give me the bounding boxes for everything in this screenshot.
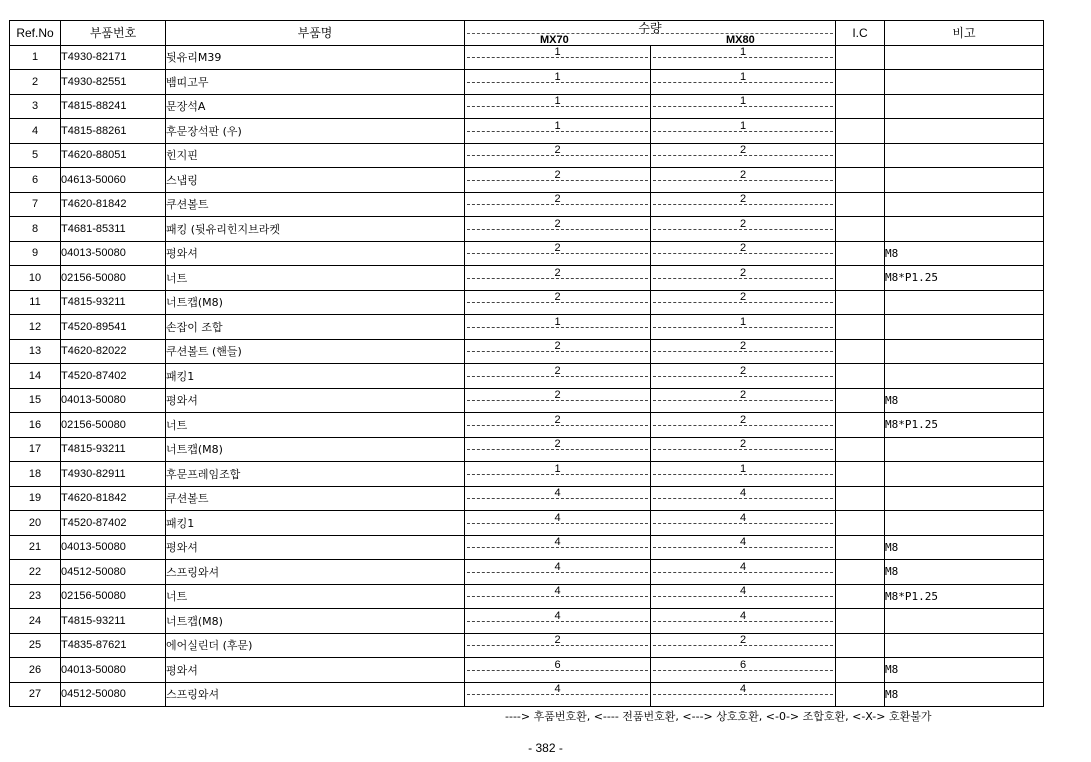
cell-part-name: 스냅링 <box>166 168 465 193</box>
cell-ic <box>836 437 885 462</box>
cell-part-number: 04013-50080 <box>61 535 166 560</box>
cell-ic <box>836 217 885 242</box>
qty-value: 1 <box>554 46 561 59</box>
cell-part-name: 패킹 (뒷유리힌지브라켓 <box>166 217 465 242</box>
qty-value: 2 <box>554 242 561 255</box>
table-row <box>10 192 1044 217</box>
cell-qty-mx80 <box>651 119 836 144</box>
cell-part-number: T4835-87621 <box>61 633 166 658</box>
cell-ref-no: 12 <box>10 315 61 340</box>
cell-qty-mx80 <box>651 462 836 487</box>
cell-ref-no: 25 <box>10 633 61 658</box>
qty-value: 1 <box>554 119 561 132</box>
table-row <box>10 437 1044 462</box>
cell-part-number: T4520-87402 <box>61 511 166 536</box>
cell-ic <box>836 339 885 364</box>
cell-ic <box>836 94 885 119</box>
cell-qty-mx80 <box>651 192 836 217</box>
qty-value: 4 <box>739 609 747 622</box>
cell-remark <box>885 143 1044 168</box>
cell-remark <box>885 511 1044 536</box>
cell-qty-mx80 <box>651 511 836 536</box>
table-row <box>10 143 1044 168</box>
cell-ref-no: 15 <box>10 388 61 413</box>
cell-qty-mx80 <box>651 143 836 168</box>
qty-value: 4 <box>739 511 747 524</box>
cell-part-name: 뱀띠고무 <box>166 70 465 95</box>
cell-remark <box>885 462 1044 487</box>
table-row <box>10 45 1044 70</box>
cell-part-number: T4620-88051 <box>61 143 166 168</box>
qty-value: 2 <box>739 634 747 647</box>
cell-ref-no: 14 <box>10 364 61 389</box>
qty-value: 2 <box>739 413 747 426</box>
table-row <box>10 266 1044 291</box>
qty-value: 1 <box>739 315 747 328</box>
cell-part-number: T4930-82171 <box>61 45 166 70</box>
cell-remark: M8*P1.25 <box>885 413 1044 438</box>
qty-value: 4 <box>554 585 561 598</box>
header-remarks: 비고 <box>885 21 1044 46</box>
header-ref-no: Ref.No <box>10 21 61 46</box>
cell-part-number: 04512-50080 <box>61 560 166 585</box>
cell-qty-mx70 <box>465 143 651 168</box>
cell-ic <box>836 315 885 340</box>
cell-remark: M8 <box>885 560 1044 585</box>
cell-qty-mx70 <box>465 560 651 585</box>
qty-value: 2 <box>739 340 747 353</box>
cell-ic <box>836 511 885 536</box>
table-row <box>10 658 1044 683</box>
table-body <box>10 45 1044 707</box>
cell-ref-no: 27 <box>10 682 61 707</box>
qty-value: 4 <box>739 487 747 500</box>
cell-remark: M8 <box>885 682 1044 707</box>
table-row <box>10 315 1044 340</box>
cell-ic <box>836 609 885 634</box>
table-row <box>10 290 1044 315</box>
cell-qty-mx70 <box>465 682 651 707</box>
cell-qty-mx80 <box>651 486 836 511</box>
cell-remark <box>885 217 1044 242</box>
cell-part-name: 스프링와셔 <box>166 560 465 585</box>
cell-qty-mx70 <box>465 486 651 511</box>
cell-ic <box>836 486 885 511</box>
cell-ic <box>836 168 885 193</box>
cell-qty-mx70 <box>465 266 651 291</box>
cell-part-name: 너트 <box>166 413 465 438</box>
cell-qty-mx80 <box>651 609 836 634</box>
qty-value: 2 <box>554 438 561 451</box>
qty-value: 2 <box>739 217 747 230</box>
cell-qty-mx80 <box>651 45 836 70</box>
cell-qty-mx80 <box>651 437 836 462</box>
qty-value: 2 <box>554 266 561 279</box>
cell-qty-mx80 <box>651 535 836 560</box>
qty-value: 1 <box>554 70 561 83</box>
cell-part-name: 후문장석판 (우) <box>166 119 465 144</box>
qty-value: 2 <box>554 291 561 304</box>
cell-qty-mx80 <box>651 682 836 707</box>
qty-value: 6 <box>554 658 561 671</box>
cell-qty-mx80 <box>651 70 836 95</box>
cell-ref-no: 13 <box>10 339 61 364</box>
cell-qty-mx70 <box>465 511 651 536</box>
cell-remark <box>885 290 1044 315</box>
table-row <box>10 94 1044 119</box>
cell-part-number: T4815-88241 <box>61 94 166 119</box>
cell-ic <box>836 45 885 70</box>
table-row <box>10 119 1044 144</box>
qty-value: 6 <box>739 658 747 671</box>
qty-value: 1 <box>739 462 747 475</box>
cell-ic <box>836 364 885 389</box>
cell-ref-no: 1 <box>10 45 61 70</box>
qty-value: 1 <box>739 119 747 132</box>
cell-part-name: 너트 <box>166 266 465 291</box>
cell-qty-mx70 <box>465 462 651 487</box>
cell-ic <box>836 241 885 266</box>
cell-part-name: 패킹1 <box>166 364 465 389</box>
cell-qty-mx80 <box>651 584 836 609</box>
qty-value: 2 <box>554 193 561 206</box>
cell-part-number: T4815-88261 <box>61 119 166 144</box>
table-row <box>10 511 1044 536</box>
qty-value: 2 <box>554 340 561 353</box>
qty-value: 4 <box>554 536 561 549</box>
cell-qty-mx70 <box>465 70 651 95</box>
cell-qty-mx80 <box>651 560 836 585</box>
cell-remark: M8 <box>885 388 1044 413</box>
table-row <box>10 486 1044 511</box>
cell-ic <box>836 584 885 609</box>
cell-part-name: 손잡이 조합 <box>166 315 465 340</box>
qty-value: 2 <box>554 217 561 230</box>
cell-part-number: 04613-50060 <box>61 168 166 193</box>
cell-ref-no: 19 <box>10 486 61 511</box>
cell-qty-mx70 <box>465 584 651 609</box>
qty-value: 4 <box>739 536 747 549</box>
cell-ic <box>836 658 885 683</box>
cell-qty-mx70 <box>465 315 651 340</box>
cell-ref-no: 6 <box>10 168 61 193</box>
cell-qty-mx80 <box>651 413 836 438</box>
cell-qty-mx70 <box>465 119 651 144</box>
cell-qty-mx70 <box>465 217 651 242</box>
qty-value: 1 <box>739 95 747 108</box>
cell-part-name: 너트캡(M8) <box>166 609 465 634</box>
table-header-row <box>10 21 1044 46</box>
cell-part-number: T4520-87402 <box>61 364 166 389</box>
interchange-legend: ----> 후품번호환, <---- 전품번호환, <---> 상호호환, <-0-> 조합호환, <-X-> 호환불가 <box>505 710 932 723</box>
quantity-divider <box>467 33 833 34</box>
cell-qty-mx80 <box>651 168 836 193</box>
cell-part-number: T4681-85311 <box>61 217 166 242</box>
cell-ic <box>836 633 885 658</box>
cell-ref-no: 26 <box>10 658 61 683</box>
cell-part-number: 04013-50080 <box>61 388 166 413</box>
table-row <box>10 388 1044 413</box>
qty-value: 2 <box>739 438 747 451</box>
cell-part-name: 너트캡(M8) <box>166 437 465 462</box>
cell-remark: M8 <box>885 241 1044 266</box>
table-row <box>10 217 1044 242</box>
cell-ic <box>836 462 885 487</box>
cell-remark <box>885 609 1044 634</box>
qty-value: 2 <box>739 242 747 255</box>
cell-part-name: 쿠션볼트 <box>166 486 465 511</box>
qty-value: 1 <box>554 95 561 108</box>
qty-value: 4 <box>554 560 561 573</box>
cell-remark: M8*P1.25 <box>885 584 1044 609</box>
cell-remark <box>885 339 1044 364</box>
cell-qty-mx70 <box>465 364 651 389</box>
cell-part-name: 너트 <box>166 584 465 609</box>
cell-remark: M8 <box>885 535 1044 560</box>
cell-part-number: T4930-82911 <box>61 462 166 487</box>
qty-value: 1 <box>554 462 561 475</box>
cell-qty-mx70 <box>465 633 651 658</box>
cell-ic <box>836 560 885 585</box>
cell-remark: M8 <box>885 658 1044 683</box>
cell-part-name: 평와셔 <box>166 535 465 560</box>
cell-part-name: 힌지핀 <box>166 143 465 168</box>
cell-part-number: 04013-50080 <box>61 241 166 266</box>
cell-part-name: 스프링와셔 <box>166 682 465 707</box>
cell-qty-mx80 <box>651 364 836 389</box>
table-row <box>10 364 1044 389</box>
table-row <box>10 339 1044 364</box>
cell-part-name: 후문프레임조합 <box>166 462 465 487</box>
cell-qty-mx70 <box>465 413 651 438</box>
cell-part-number: 02156-50080 <box>61 584 166 609</box>
cell-part-number: 04013-50080 <box>61 658 166 683</box>
cell-ref-no: 24 <box>10 609 61 634</box>
cell-part-number: 02156-50080 <box>61 413 166 438</box>
qty-value: 2 <box>739 168 747 181</box>
cell-remark <box>885 364 1044 389</box>
qty-value: 2 <box>554 144 561 157</box>
qty-value: 4 <box>554 683 561 696</box>
cell-ref-no: 23 <box>10 584 61 609</box>
cell-qty-mx80 <box>651 633 836 658</box>
cell-remark <box>885 70 1044 95</box>
qty-value: 2 <box>739 389 747 402</box>
cell-qty-mx80 <box>651 94 836 119</box>
cell-part-number: T4815-93211 <box>61 437 166 462</box>
cell-qty-mx70 <box>465 535 651 560</box>
qty-value: 2 <box>554 413 561 426</box>
qty-value: 4 <box>554 511 561 524</box>
qty-value: 2 <box>739 266 747 279</box>
qty-value: 2 <box>739 193 747 206</box>
cell-ic <box>836 413 885 438</box>
cell-part-name: 평와셔 <box>166 388 465 413</box>
cell-part-name: 쿠션볼트 (핸들) <box>166 339 465 364</box>
cell-part-name: 평와셔 <box>166 241 465 266</box>
cell-ic <box>836 388 885 413</box>
cell-ic <box>836 192 885 217</box>
cell-remark <box>885 633 1044 658</box>
table-row <box>10 168 1044 193</box>
qty-value: 2 <box>739 144 747 157</box>
cell-part-number: T4620-82022 <box>61 339 166 364</box>
cell-ref-no: 3 <box>10 94 61 119</box>
cell-qty-mx80 <box>651 339 836 364</box>
cell-remark: M8*P1.25 <box>885 266 1044 291</box>
header-part-number: 부품번호 <box>61 21 166 46</box>
cell-part-name: 문장석A <box>166 94 465 119</box>
header-model-mx80: MX80 <box>726 34 755 45</box>
table-row <box>10 584 1044 609</box>
header-model-mx70: MX70 <box>540 34 569 45</box>
quantity-title: 수량 <box>638 21 662 35</box>
cell-ic <box>836 143 885 168</box>
table-row <box>10 241 1044 266</box>
cell-ref-no: 4 <box>10 119 61 144</box>
cell-remark <box>885 94 1044 119</box>
qty-value: 2 <box>554 168 561 181</box>
header-quantity <box>465 21 836 46</box>
qty-value: 2 <box>739 291 747 304</box>
cell-qty-mx80 <box>651 290 836 315</box>
qty-value: 2 <box>739 364 747 377</box>
qty-value: 2 <box>554 634 561 647</box>
cell-part-name: 패킹1 <box>166 511 465 536</box>
cell-qty-mx70 <box>465 241 651 266</box>
cell-qty-mx70 <box>465 339 651 364</box>
cell-part-number: T4620-81842 <box>61 486 166 511</box>
cell-ic <box>836 266 885 291</box>
cell-ref-no: 11 <box>10 290 61 315</box>
cell-qty-mx70 <box>465 437 651 462</box>
qty-value: 1 <box>739 70 747 83</box>
cell-qty-mx70 <box>465 192 651 217</box>
cell-ic <box>836 682 885 707</box>
cell-qty-mx70 <box>465 609 651 634</box>
cell-remark <box>885 486 1044 511</box>
cell-ref-no: 7 <box>10 192 61 217</box>
cell-ic <box>836 290 885 315</box>
qty-value: 4 <box>554 487 561 500</box>
cell-ref-no: 10 <box>10 266 61 291</box>
qty-value: 4 <box>739 683 747 696</box>
cell-qty-mx70 <box>465 658 651 683</box>
page-number: - 382 - <box>528 741 563 755</box>
cell-qty-mx70 <box>465 168 651 193</box>
cell-qty-mx80 <box>651 658 836 683</box>
cell-ref-no: 9 <box>10 241 61 266</box>
qty-value: 4 <box>739 585 747 598</box>
table-row <box>10 535 1044 560</box>
qty-value: 1 <box>739 46 747 59</box>
table-row <box>10 462 1044 487</box>
cell-qty-mx70 <box>465 290 651 315</box>
cell-ic <box>836 535 885 560</box>
cell-ref-no: 16 <box>10 413 61 438</box>
cell-part-number: T4620-81842 <box>61 192 166 217</box>
cell-part-number: 04512-50080 <box>61 682 166 707</box>
cell-ic <box>836 70 885 95</box>
cell-qty-mx70 <box>465 388 651 413</box>
qty-value: 4 <box>739 560 747 573</box>
header-part-name: 부품명 <box>166 21 465 46</box>
cell-qty-mx70 <box>465 94 651 119</box>
cell-ref-no: 22 <box>10 560 61 585</box>
cell-ref-no: 2 <box>10 70 61 95</box>
cell-part-name: 너트캡(M8) <box>166 290 465 315</box>
table-row <box>10 609 1044 634</box>
cell-ref-no: 8 <box>10 217 61 242</box>
cell-qty-mx80 <box>651 315 836 340</box>
cell-remark <box>885 192 1044 217</box>
cell-part-number: T4815-93211 <box>61 290 166 315</box>
cell-remark <box>885 119 1044 144</box>
cell-remark <box>885 315 1044 340</box>
cell-ref-no: 5 <box>10 143 61 168</box>
qty-value: 2 <box>554 389 561 402</box>
table-row <box>10 560 1044 585</box>
cell-part-number: T4930-82551 <box>61 70 166 95</box>
cell-part-name: 평와셔 <box>166 658 465 683</box>
cell-ref-no: 21 <box>10 535 61 560</box>
qty-value: 2 <box>554 364 561 377</box>
header-ic: I.C <box>836 21 885 46</box>
table-row <box>10 413 1044 438</box>
cell-part-name: 뒷유리M39 <box>166 45 465 70</box>
cell-remark <box>885 45 1044 70</box>
cell-qty-mx80 <box>651 241 836 266</box>
table-row <box>10 682 1044 707</box>
cell-ref-no: 17 <box>10 437 61 462</box>
cell-part-number: 02156-50080 <box>61 266 166 291</box>
cell-ref-no: 20 <box>10 511 61 536</box>
table-row <box>10 633 1044 658</box>
cell-ref-no: 18 <box>10 462 61 487</box>
qty-value: 4 <box>554 609 561 622</box>
cell-qty-mx80 <box>651 388 836 413</box>
cell-part-name: 쿠션볼트 <box>166 192 465 217</box>
cell-remark <box>885 437 1044 462</box>
qty-value: 1 <box>554 315 561 328</box>
cell-remark <box>885 168 1044 193</box>
cell-qty-mx70 <box>465 45 651 70</box>
cell-part-number: T4520-89541 <box>61 315 166 340</box>
cell-ic <box>836 119 885 144</box>
cell-part-name: 에어실린더 (후문) <box>166 633 465 658</box>
parts-table <box>9 20 1044 707</box>
table-row <box>10 70 1044 95</box>
cell-part-number: T4815-93211 <box>61 609 166 634</box>
cell-qty-mx80 <box>651 217 836 242</box>
cell-qty-mx80 <box>651 266 836 291</box>
